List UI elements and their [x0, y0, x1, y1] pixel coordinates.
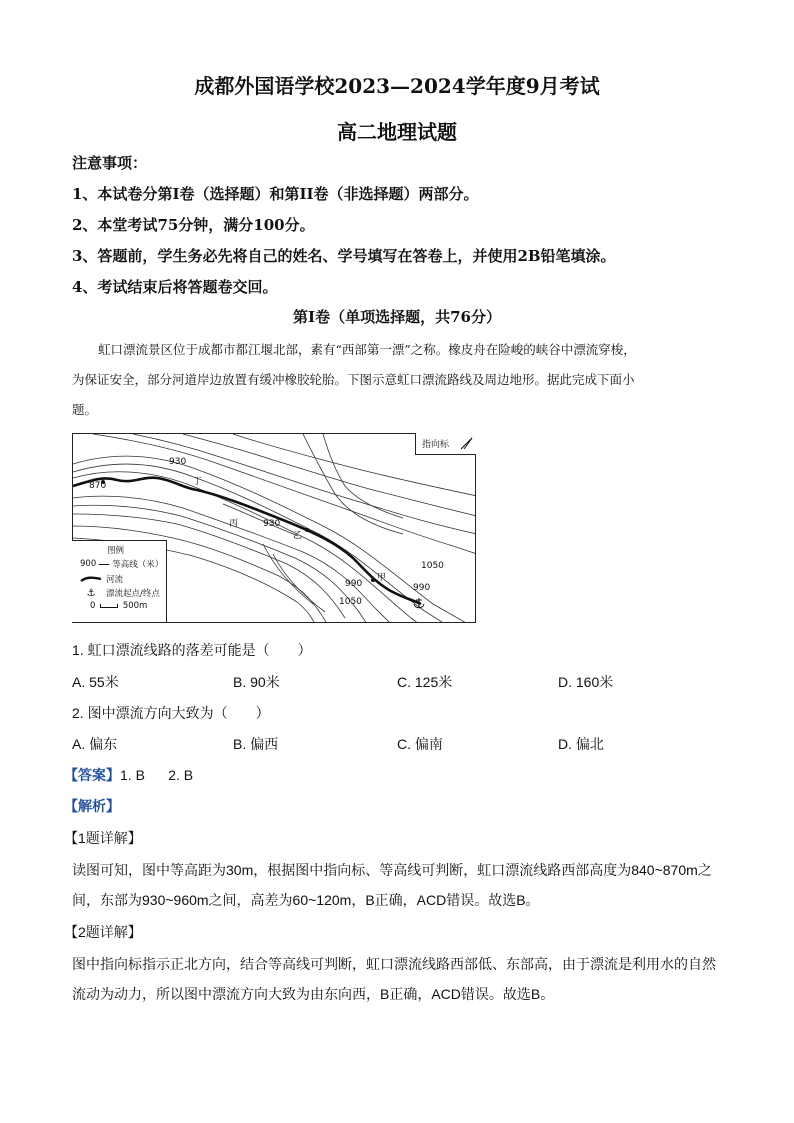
answer-values: 1. B 2. B — [120, 767, 194, 783]
contour-line-icon — [99, 564, 109, 565]
option: D. 偏北 — [558, 736, 604, 752]
analysis-line: 间，东部为930~960m之间，高差为60~120m，B正确，ACD错误。故选B。 — [72, 892, 540, 908]
exam-title: 成都外国语学校2023—2024学年度9月考试 — [194, 74, 600, 98]
passage-line: 为保证安全，部分河道岸边放置有缓冲橡胶轮胎。下图示意虹口漂流路线及周边地形。据此完成下面小 — [72, 372, 635, 387]
place-label-yi: 乙 — [293, 531, 303, 541]
legend-contour-label: 等高线（米） — [112, 560, 164, 570]
notice-heading: 注意事项： — [72, 154, 148, 172]
q1-detail-heading: 【1题详解】 — [64, 830, 142, 846]
legend-points — [80, 587, 160, 599]
legend-river-label: 河流 — [106, 575, 124, 585]
question-stem: 1. 虹口漂流线路的落差可能是（ ） — [72, 642, 312, 658]
notice-item: 2、本堂考试75分钟，满分100分。 — [72, 216, 315, 234]
legend-points-label: 漂流起点/终点 — [106, 589, 160, 599]
map-legend — [72, 540, 167, 622]
contour-label: 1050 — [421, 561, 444, 571]
scale-bar — [100, 604, 118, 608]
contour-label: 990 — [345, 579, 363, 589]
legend-river — [80, 573, 123, 585]
q2-detail-heading: 【2题详解】 — [64, 924, 142, 940]
analysis-line: 流动为动力，所以图中漂流方向大致为由东向西，B正确，ACD错误。故选B。 — [72, 986, 555, 1002]
compass-label: 指向标 — [422, 440, 450, 450]
contour-label: 990 — [413, 583, 431, 593]
option: C. 偏南 — [397, 736, 443, 752]
question-stem: 2. 图中漂流方向大致为（ ） — [72, 705, 270, 721]
notice-item: 3、答题前，学生务必先将自己的姓名、学号填写在答卷上，并使用2B铅笔填涂。 — [72, 247, 616, 265]
scale-label: 500m — [122, 601, 148, 611]
contour-label: 930 — [169, 457, 187, 467]
compass-box — [415, 433, 476, 455]
option: B. 偏西 — [233, 736, 279, 752]
option: C. 125米 — [397, 674, 453, 690]
anchor-icon: ⚓ — [86, 587, 96, 599]
passage-line: 虹口漂流景区位于成都市都江堰北部，素有“西部第一漂”之称。橡皮舟在险峻的峡谷中漂流穿梭， — [98, 342, 636, 357]
contour-label: 930 — [263, 519, 281, 529]
option: D. 160米 — [558, 674, 614, 690]
notice-item: 4、考试结束后将答题卷交回。 — [72, 278, 278, 296]
legend-title: 图例 — [107, 546, 125, 556]
analysis-line: 图中指向标指示正北方向，结合等高线可判断，虹口漂流线路西部低、东部高，由于漂流是利用水的自然 — [72, 956, 716, 972]
option: B. 90米 — [233, 674, 280, 690]
route-point — [305, 528, 309, 532]
option: A. 偏东 — [72, 736, 118, 752]
route-point — [371, 578, 375, 582]
river-icon — [80, 575, 102, 583]
answer-row — [64, 765, 193, 785]
passage-line: 题。 — [72, 402, 98, 417]
contour-label: 870 — [89, 481, 107, 491]
analysis-line: 读图可知，图中等高距为30m，根据图中指向标、等高线可判断，虹口漂流线路西部高度为840~870m之 — [72, 862, 712, 878]
analysis-label: 【解析】 — [64, 798, 120, 814]
north-arrow-icon — [459, 437, 473, 451]
option: A. 55米 — [72, 674, 119, 690]
place-label-ding: 丁 — [193, 477, 203, 487]
notice-item: 1、本试卷分第Ⅰ卷（选择题）和第II卷（非选择题）两部分。 — [72, 185, 479, 203]
exam-subtitle: 高二地理试题 — [337, 120, 457, 144]
legend-contour — [80, 558, 163, 570]
legend-contour-value: 900 — [80, 559, 97, 569]
section-title: 第Ⅰ卷（单项选择题，共76分） — [293, 308, 501, 326]
contour-label: 1050 — [339, 597, 362, 607]
scale-zero: 0 — [90, 601, 96, 611]
legend-scale — [90, 601, 147, 611]
place-label-bing: 丙 — [229, 519, 239, 529]
place-label-jia: 甲 — [377, 573, 387, 583]
answer-label: 【答案】 — [64, 767, 120, 783]
